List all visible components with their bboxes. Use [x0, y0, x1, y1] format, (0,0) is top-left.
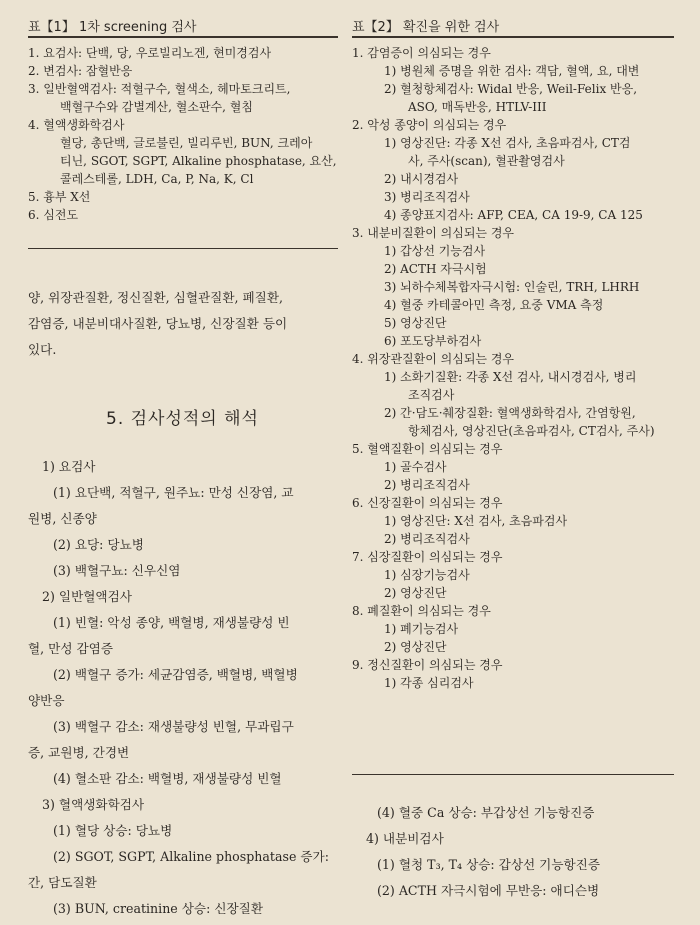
table-row: 5. 혈액질환이 의심되는 경우 — [352, 442, 503, 456]
text-line: 있다. — [28, 342, 57, 357]
text-line: 증, 교원병, 간경변 — [28, 745, 130, 760]
text-line: (2) 백혈구 증가: 세균감염증, 백혈병, 백혈병 — [53, 667, 298, 682]
table-row: 2) 영상진단 — [384, 586, 447, 600]
table-row: 1) 병원체 증명을 위한 검사: 객담, 혈액, 요, 대변 — [384, 64, 640, 78]
left-body-text — [28, 454, 338, 922]
table-row: 1) 각종 심리검사 — [384, 676, 474, 690]
table-row: 3) 뇌하수체복합자극시험: 인술린, TRH, LHRH — [384, 280, 640, 294]
table-row: 2. 악성 종양이 의심되는 경우 — [352, 118, 507, 132]
table-row: 3. 일반혈액검사: 적혈구수, 혈색소, 헤마토크리트, — [28, 82, 291, 96]
text-line: (4) 혈소판 감소: 백혈병, 재생불량성 빈혈 — [53, 771, 282, 786]
table-row: 6. 신장질환이 의심되는 경우 — [352, 496, 503, 510]
text-line: 1) 요검사 — [42, 459, 96, 474]
table-row: 5. 흉부 X선 — [28, 190, 91, 204]
table-row: 항체검사, 영상진단(초음파검사, CT검사, 주사) — [408, 424, 655, 438]
text-line: 혈, 만성 감염증 — [28, 641, 114, 656]
text-line: (1) 요단백, 적혈구, 원주뇨: 만성 신장염, 교 — [53, 485, 294, 500]
table-row: 1. 감염증이 의심되는 경우 — [352, 46, 491, 60]
table-row: 티닌, SGOT, SGPT, Alkaline phosphatase, 요산, — [60, 154, 337, 168]
table-row: 1) 심장기능검사 — [384, 568, 470, 582]
table-row: 5) 영상진단 — [384, 316, 447, 330]
table-row: 콜레스테롤, LDH, Ca, P, Na, K, Cl — [60, 172, 254, 186]
text-line: 원병, 신종양 — [28, 511, 97, 526]
table-row: 백혈구수와 감별계산, 혈소판수, 혈침 — [60, 100, 253, 114]
table-2-top-rule — [352, 36, 674, 38]
text-line: 양반응 — [28, 693, 65, 708]
table-row: 2) 혈청항체검사: Widal 반응, Weil-Felix 반응, — [384, 82, 638, 96]
text-line: 감염증, 내분비대사질환, 당뇨병, 신장질환 등이 — [28, 316, 288, 331]
table-row: 7. 심장질환이 의심되는 경우 — [352, 550, 503, 564]
table-row: ASO, 매독반응, HTLV-III — [408, 100, 547, 114]
table-row: 4) 종양표지검사: AFP, CEA, CA 19-9, CA 125 — [384, 208, 643, 222]
text-line: (3) 백혈구뇨: 신우신염 — [53, 563, 181, 578]
table-row: 3. 내분비질환이 의심되는 경우 — [352, 226, 514, 240]
table-2-title: 표【2】 확진을 위한 검사 — [352, 20, 500, 35]
table-row: 1) 소화기질환: 각종 X선 검사, 내시경검사, 병리 — [384, 370, 637, 384]
table-row: 2) 병리조직검사 — [384, 478, 470, 492]
text-line: (3) BUN, creatinine 상승: 신장질환 — [53, 901, 263, 916]
table-row: 조직검사 — [408, 388, 455, 402]
table-row: 9. 정신질환이 의심되는 경우 — [352, 658, 503, 672]
table-row: 1) 영상진단: 각종 X선 검사, 초음파검사, CT검 — [384, 136, 631, 150]
table-row: 1. 요검사: 단백, 당, 우로빌리노겐, 현미경검사 — [28, 46, 272, 60]
table-row: 6) 포도당부하검사 — [384, 334, 482, 348]
table-row: 8. 폐질환이 의심되는 경우 — [352, 604, 491, 618]
text-line: (1) 혈당 상승: 당뇨병 — [53, 823, 173, 838]
text-line: (3) 백혈구 감소: 재생불량성 빈혈, 무과립구 — [53, 719, 294, 734]
text-line: (1) 빈혈: 악성 종양, 백혈병, 재생불량성 빈 — [53, 615, 290, 630]
table-1-title: 표【1】 1차 screening 검사 — [28, 20, 197, 35]
table-row: 2. 변검사: 잠혈반응 — [28, 64, 133, 78]
table-row: 1) 폐기능검사 — [384, 622, 459, 636]
table-row: 1) 골수검사 — [384, 460, 447, 474]
intro-paragraph — [28, 285, 338, 363]
text-line: (2) 요당: 당뇨병 — [53, 537, 144, 552]
table-row: 2) 병리조직검사 — [384, 532, 470, 546]
text-line: (1) 혈청 T₃, T₄ 상승: 갑상선 기능항진증 — [377, 857, 600, 872]
text-line: 4) 내분비검사 — [366, 831, 444, 846]
text-line: 양, 위장관질환, 정신질환, 심혈관질환, 폐질환, — [28, 290, 284, 305]
table-row: 3) 병리조직검사 — [384, 190, 470, 204]
table-row: 1) 영상진단: X선 검사, 초음파검사 — [384, 514, 568, 528]
table-row: 2) 영상진단 — [384, 640, 447, 654]
table-row: 4. 혈액생화학검사 — [28, 118, 125, 132]
table-2-bottom-rule — [352, 774, 674, 775]
table-1-top-rule — [28, 36, 338, 38]
table-row: 6. 심전도 — [28, 208, 79, 222]
section-title: 5. 검사성적의 해석 — [106, 409, 259, 429]
table-row: 2) 간·담도·췌장질환: 혈액생화학검사, 간염항원, — [384, 406, 636, 420]
table-row: 2) ACTH 자극시험 — [384, 262, 487, 276]
text-line: (2) SGOT, SGPT, Alkaline phosphatase 증가: — [53, 849, 329, 864]
table-row: 4. 위장관질환이 의심되는 경우 — [352, 352, 514, 366]
text-line: 2) 일반혈액검사 — [42, 589, 132, 604]
table-1-body — [28, 44, 338, 224]
table-row: 2) 내시경검사 — [384, 172, 459, 186]
table-2-body — [352, 44, 674, 692]
right-body-text — [352, 800, 674, 904]
table-row: 4) 혈중 카테콜아민 측정, 요중 VMA 측정 — [384, 298, 604, 312]
table-row: 1) 갑상선 기능검사 — [384, 244, 486, 258]
text-line: 3) 혈액생화학검사 — [42, 797, 145, 812]
text-line: (2) ACTH 자극시험에 무반응: 애디슨병 — [377, 883, 600, 898]
text-line: (4) 혈중 Ca 상승: 부갑상선 기능항진증 — [377, 805, 595, 820]
table-1-bottom-rule — [28, 248, 338, 249]
text-line: 간, 담도질환 — [28, 875, 97, 890]
table-row: 혈당, 총단백, 글로불린, 빌리루빈, BUN, 크레아 — [60, 136, 313, 150]
table-row: 사, 주사(scan), 혈관촬영검사 — [408, 154, 565, 168]
